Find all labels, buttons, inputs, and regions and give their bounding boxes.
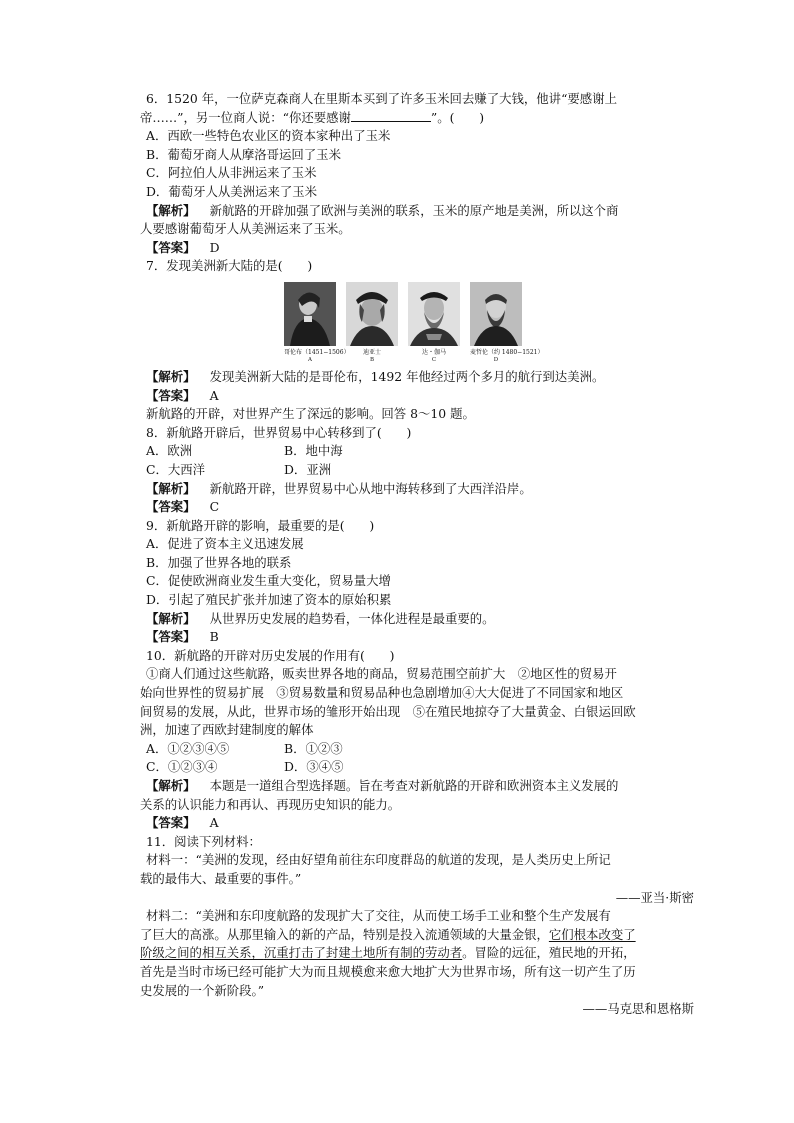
q11-material1-source: ——亚当·斯密 (615, 889, 694, 905)
portrait-caption-c: 达・伽马 (421, 348, 446, 356)
q10-body-line4: 洲，加速了西欧封建制度的解体 (140, 722, 314, 738)
portrait-caption-b: 迪亚士 (362, 348, 381, 356)
answer-tag: 【答案】 (146, 499, 196, 515)
answer-tag: 【答案】 (146, 629, 196, 645)
q10-analysis-line2: 关系的认识能力和再认、再现历史知识的能力。 (140, 796, 401, 812)
portrait-letter-c: C (431, 356, 437, 363)
q11-material1-line1: 材料一：“美洲的发现，经由好望角前往东印度群岛的航道的发现，是人类历史上所记 (146, 852, 611, 868)
q10-option-d: D．③④⑤ (284, 759, 344, 775)
analysis-tag: 【解析】 (146, 480, 196, 496)
q8-analysis-text: 新航路开辟，世界贸易中心从地中海转移到了大西洋沿岸。 (209, 480, 532, 496)
q8-answer (146, 498, 676, 517)
q8-option-c: C．大西洋 (146, 461, 206, 477)
q6-answer-blank (351, 109, 431, 122)
q10-analysis-line1 (146, 777, 676, 796)
q6-option-a: A．西欧一些特色农业区的资本家种出了玉米 (146, 128, 391, 144)
q7-stem: 7．发现美洲新大陆的是( ) (146, 258, 313, 274)
q8-stem: 8．新航路开辟后，世界贸易中心转移到了( ) (146, 424, 412, 440)
q9-analysis (146, 610, 676, 629)
q6-option-b: B．葡萄牙商人从摩洛哥运回了玉米 (146, 146, 341, 162)
document-page (140, 90, 694, 1019)
q6-stem-line2-a: 帝……”，另一位商人说：“你还要感谢 (140, 109, 351, 125)
q10-option-a: A．①②③④⑤ (146, 740, 230, 756)
q10-option-c: C．①②③④ (146, 759, 218, 775)
q10-answer-value: A (209, 815, 219, 831)
q11-material2-line1: 材料二：“美洲和东印度航路的发现扩大了交往，从而使工场手工业和整个生产发展有 (146, 908, 611, 924)
q6-stem-line1: 6．1520 年，一位萨克森商人在里斯本买到了许多玉米回去赚了大钱，他讲“要感谢上 (146, 91, 617, 106)
portrait-card-a (284, 282, 350, 364)
portrait-card-c (408, 282, 460, 364)
q8-answer-value: C (209, 499, 220, 515)
portrait-magellan-icon (470, 282, 522, 346)
portrait-letter-d: D (493, 356, 499, 363)
q8-analysis (146, 480, 676, 499)
q6-stem-line2-b: ”。( ) (430, 109, 485, 125)
portrait-caption-a: 哥伦布（1451−1506） (284, 348, 350, 356)
q6-option-d: D．葡萄牙人从美洲运来了玉米 (146, 183, 318, 199)
q11-material2-underlined-2: 阶级之间的相互关系， (140, 945, 264, 961)
q7-portraits (284, 282, 676, 364)
portrait-dias-icon (346, 282, 398, 346)
q8-options-row1 (146, 442, 676, 461)
portrait-caption-d: 麦哲伦（约 1480−1521） (470, 348, 544, 356)
analysis-tag: 【解析】 (146, 368, 196, 384)
q6-analysis-line1 (146, 202, 676, 221)
q7-analysis-text: 发现美洲新大陆的是哥伦布，1492 年他经过两个多月的航行到达美洲。 (209, 368, 605, 384)
q6-answer-value: D (209, 239, 220, 255)
q11-stem: 11．阅读下列材料： (146, 833, 261, 849)
q9-option-a: A．促进了资本主义迅速发展 (146, 536, 304, 552)
portrait-letter-a: A (308, 356, 312, 363)
q7-answer (146, 387, 676, 406)
q9-option-d: D．引起了殖民扩张并加速了资本的原始积累 (146, 592, 392, 608)
q10-options-row2 (146, 758, 676, 777)
portrait-card-d (470, 282, 544, 364)
q10-answer (146, 814, 676, 833)
q10-option-b: B．①②③ (284, 740, 343, 756)
q10-analysis-text: 本题是一道组合型选择题。旨在考查对新航路的开辟和欧洲资本主义发展的 (209, 778, 619, 793)
q9-stem: 9．新航路开辟的影响，最重要的是( ) (146, 517, 375, 533)
q9-option-b: B．加强了世界各地的联系 (146, 554, 292, 570)
q6-option-c: C．阿拉伯人从非洲运来了玉米 (146, 165, 317, 181)
q11-material2-underlined-1: 它们根本改变了 (548, 926, 636, 942)
q8-option-b: B．地中海 (284, 443, 343, 459)
q6-stem-line2 (140, 109, 676, 128)
portrait-da-gama-icon (408, 282, 460, 346)
q11-material2-line3 (140, 944, 676, 963)
q11-material2-line4: 首先是当时市场已经可能扩大为而且规模愈来愈大地扩大为世界市场，所有这一切产生了历 (140, 963, 636, 979)
q11-material1-line2: 载的最伟大、最重要的事件。” (140, 870, 302, 886)
q11-material2-source: ——马克思和恩格斯 (582, 1001, 694, 1017)
q8-option-a: A．欧洲 (146, 443, 193, 459)
q11-material2-line3-b: 。冒险的远征，殖民地的开拓， (462, 945, 636, 961)
answer-tag: 【答案】 (146, 387, 196, 403)
q9-option-c: C．促使欧洲商业发生重大变化，贸易量大增 (146, 573, 391, 589)
q10-body-line1: ①商人们通过这些航路，贩卖世界各地的商品，贸易范围空前扩大 ②地区性的贸易开 (146, 666, 617, 682)
portrait-letter-b: B (369, 356, 375, 363)
q6-analysis-line2: 人要感谢葡萄牙人从美洲运来了玉米。 (140, 221, 351, 237)
q6-analysis-text: 新航路的开辟加强了欧洲与美洲的联系，玉米的原产地是美洲，所以这个商 (209, 202, 619, 218)
q7-analysis (146, 368, 676, 387)
q10-body-line2: 始向世界性的贸易扩展 ③贸易数量和贸易品种也急剧增加④大大促进了不同国家和地区 (140, 685, 624, 701)
q7-answer-value: A (209, 387, 219, 403)
q10-options-row1 (146, 740, 676, 759)
q9-answer (146, 628, 676, 647)
q11-material2-line5: 史发展的一个新阶段。” (140, 982, 265, 998)
answer-tag: 【答案】 (146, 815, 196, 831)
q11-material2-line2 (140, 926, 676, 945)
q8-options-row2 (146, 461, 676, 480)
analysis-tag: 【解析】 (146, 202, 196, 218)
q11-material2-underlined-3: 沉重打击了封建土地所有制的劳动者 (263, 945, 463, 961)
analysis-tag: 【解析】 (146, 610, 196, 626)
q11-material2-line2-a: 了巨大的高涨。从那里输入的新的产品，特别是投入流通领域的大量金银， (140, 926, 549, 942)
q10-stem: 10．新航路的开辟对历史发展的作用有( ) (146, 647, 395, 663)
answer-tag: 【答案】 (146, 239, 196, 255)
portrait-columbus-icon (284, 282, 336, 346)
group-intro: 新航路的开辟，对世界产生了深远的影响。回答 8～10 题。 (146, 406, 475, 422)
q10-body-line3: 间贸易的发展，从此，世界市场的雏形开始出现 ⑤在殖民地掠夺了大量黄金、白银运回欧 (140, 703, 636, 719)
q6-answer (146, 239, 676, 258)
q8-option-d: D．亚洲 (284, 461, 332, 477)
analysis-tag: 【解析】 (146, 778, 196, 793)
q9-analysis-text: 从世界历史发展的趋势看，一体化进程是最重要的。 (209, 610, 495, 626)
portrait-card-b (346, 282, 398, 364)
q9-answer-value: B (209, 629, 219, 645)
